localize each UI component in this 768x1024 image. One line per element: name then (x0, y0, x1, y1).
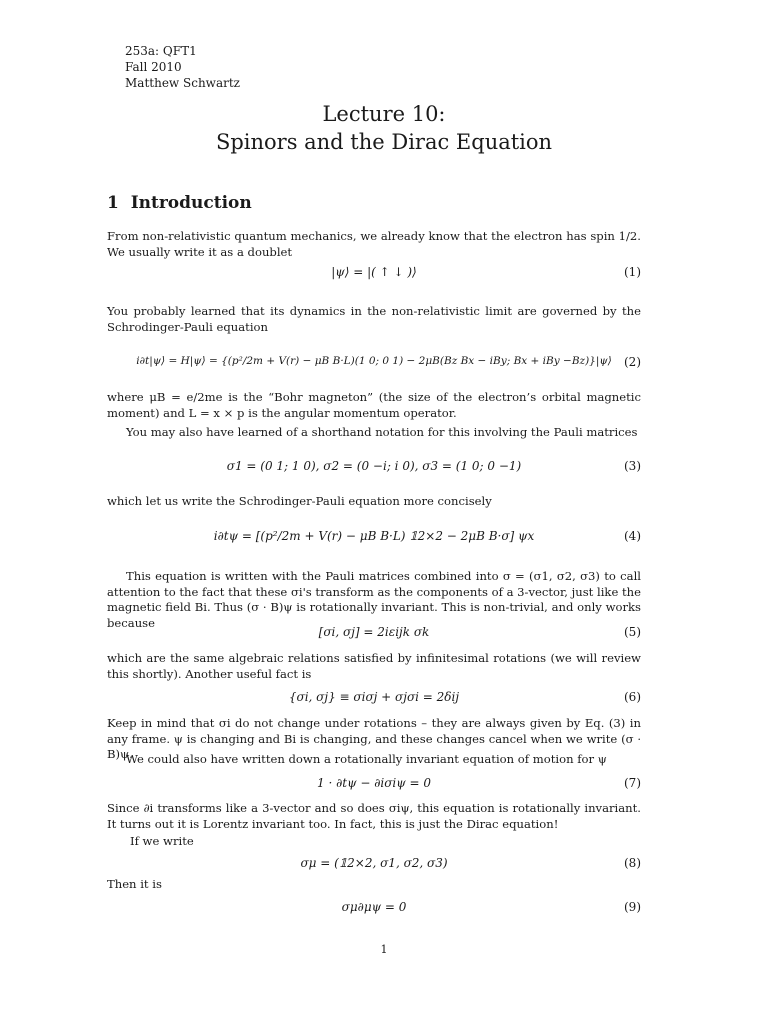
paragraph-1: From non-relativistic quantum mechanics, we already know that the electron has spin 1/2. We usually write it as a doublet (107, 229, 641, 259)
course-label: 253a: QFT1 (125, 44, 197, 58)
equation-5-number: (5) (624, 625, 641, 639)
author-label: Matthew Schwartz (125, 76, 240, 90)
equation-6-number: (6) (624, 690, 641, 704)
equation-2-number: (2) (624, 355, 641, 369)
paragraph-9: We could also have written down a rotationally invariant equation of motion for ψ (126, 752, 607, 766)
title-line-2: Spinors and the Dirac Equation (215, 130, 553, 154)
equation-6-body: {σi, σj} ≡ σiσj + σjσi = 2δij (288, 690, 460, 704)
equation-1-number: (1) (624, 265, 641, 279)
title-line-1: Lecture 10: (322, 102, 446, 126)
section-number: 1 (107, 193, 119, 213)
equation-9-body: σμ∂μψ = 0 (341, 900, 407, 914)
equation-4-number: (4) (624, 529, 641, 543)
equation-8-body: σμ = (𝟙2×2, σ1, σ2, σ3) (300, 856, 448, 870)
paragraph-3: where μB = e/2me is the “Bohr magneton” (the size of the electron’s orbital magnetic moment) and L = x × p is the angular momentum operator. (107, 390, 641, 420)
equation-7-number: (7) (624, 776, 641, 790)
paragraph-11: If we write (130, 834, 194, 848)
paragraph-7: which are the same algebraic relations satisfied by infinitesimal rotations (we will review this shortly). Another useful fact is (107, 651, 641, 681)
paragraph-5: which let us write the Schrodinger-Pauli equation more concisely (107, 494, 492, 508)
paragraph-10: Since ∂i transforms like a 3-vector and so does σiψ, this equation is rotationally invariant. It turns out it is Lorentz invariant too. In fact, this is just the Dirac equation! (107, 801, 641, 831)
section-title: Introduction (130, 193, 252, 213)
paragraph-4: You may also have learned of a shorthand notation for this involving the Pauli matrices (126, 425, 638, 439)
equation-7-body: 1 · ∂tψ − ∂iσiψ = 0 (317, 776, 431, 790)
lecture-title (0, 100, 768, 156)
equation-2-body: i∂t|ψ⟩ = H|ψ⟩ = {(p²/2m + V(r) − μB B·L)(1 0; 0 1) − 2μB(Bz Bx − iBy; Bx + iBy −Bz)}|ψ⟩ (136, 355, 612, 367)
paragraph-2: You probably learned that its dynamics in the non-relativistic limit are governed by the Schrodinger-Pauli equation (107, 304, 641, 334)
term-label: Fall 2010 (125, 60, 182, 74)
page-number: 1 (380, 943, 388, 956)
equation-8-number: (8) (624, 856, 641, 870)
section-heading (107, 193, 252, 213)
paragraph-6: This equation is written with the Pauli matrices combined into σ = (σ1, σ2, σ3) to call attention to the fact that these σi's transform as the components of a 3-vector, just like the magnetic field Bi. Thus (σ · B)ψ is rotationally invariant. This is non-trivial, and only works because (107, 569, 641, 630)
equation-4-body: i∂tψ = [(p²/2m + V(r) − μB B·L) 𝟙2×2 − 2μB B·σ] ψx (213, 529, 535, 543)
document-header (125, 43, 240, 91)
equation-5-body: [σi, σj] = 2iεijk σk (318, 625, 430, 639)
equation-9-number: (9) (624, 900, 641, 914)
equation-3-number: (3) (624, 459, 641, 473)
equation-3-body: σ1 = (0 1; 1 0), σ2 = (0 −i; i 0), σ3 = (1 0; 0 −1) (226, 459, 522, 473)
equation-1-body: |ψ⟩ = |( ↑ ↓ )⟩ (331, 265, 417, 279)
paragraph-12: Then it is (107, 877, 162, 891)
paragraph-8: Keep in mind that σi do not change under rotations – they are always given by Eq. (3) in any frame. ψ is changing and Bi is changing, and these changes cancel when we write (σ · B)ψ. (107, 716, 641, 761)
